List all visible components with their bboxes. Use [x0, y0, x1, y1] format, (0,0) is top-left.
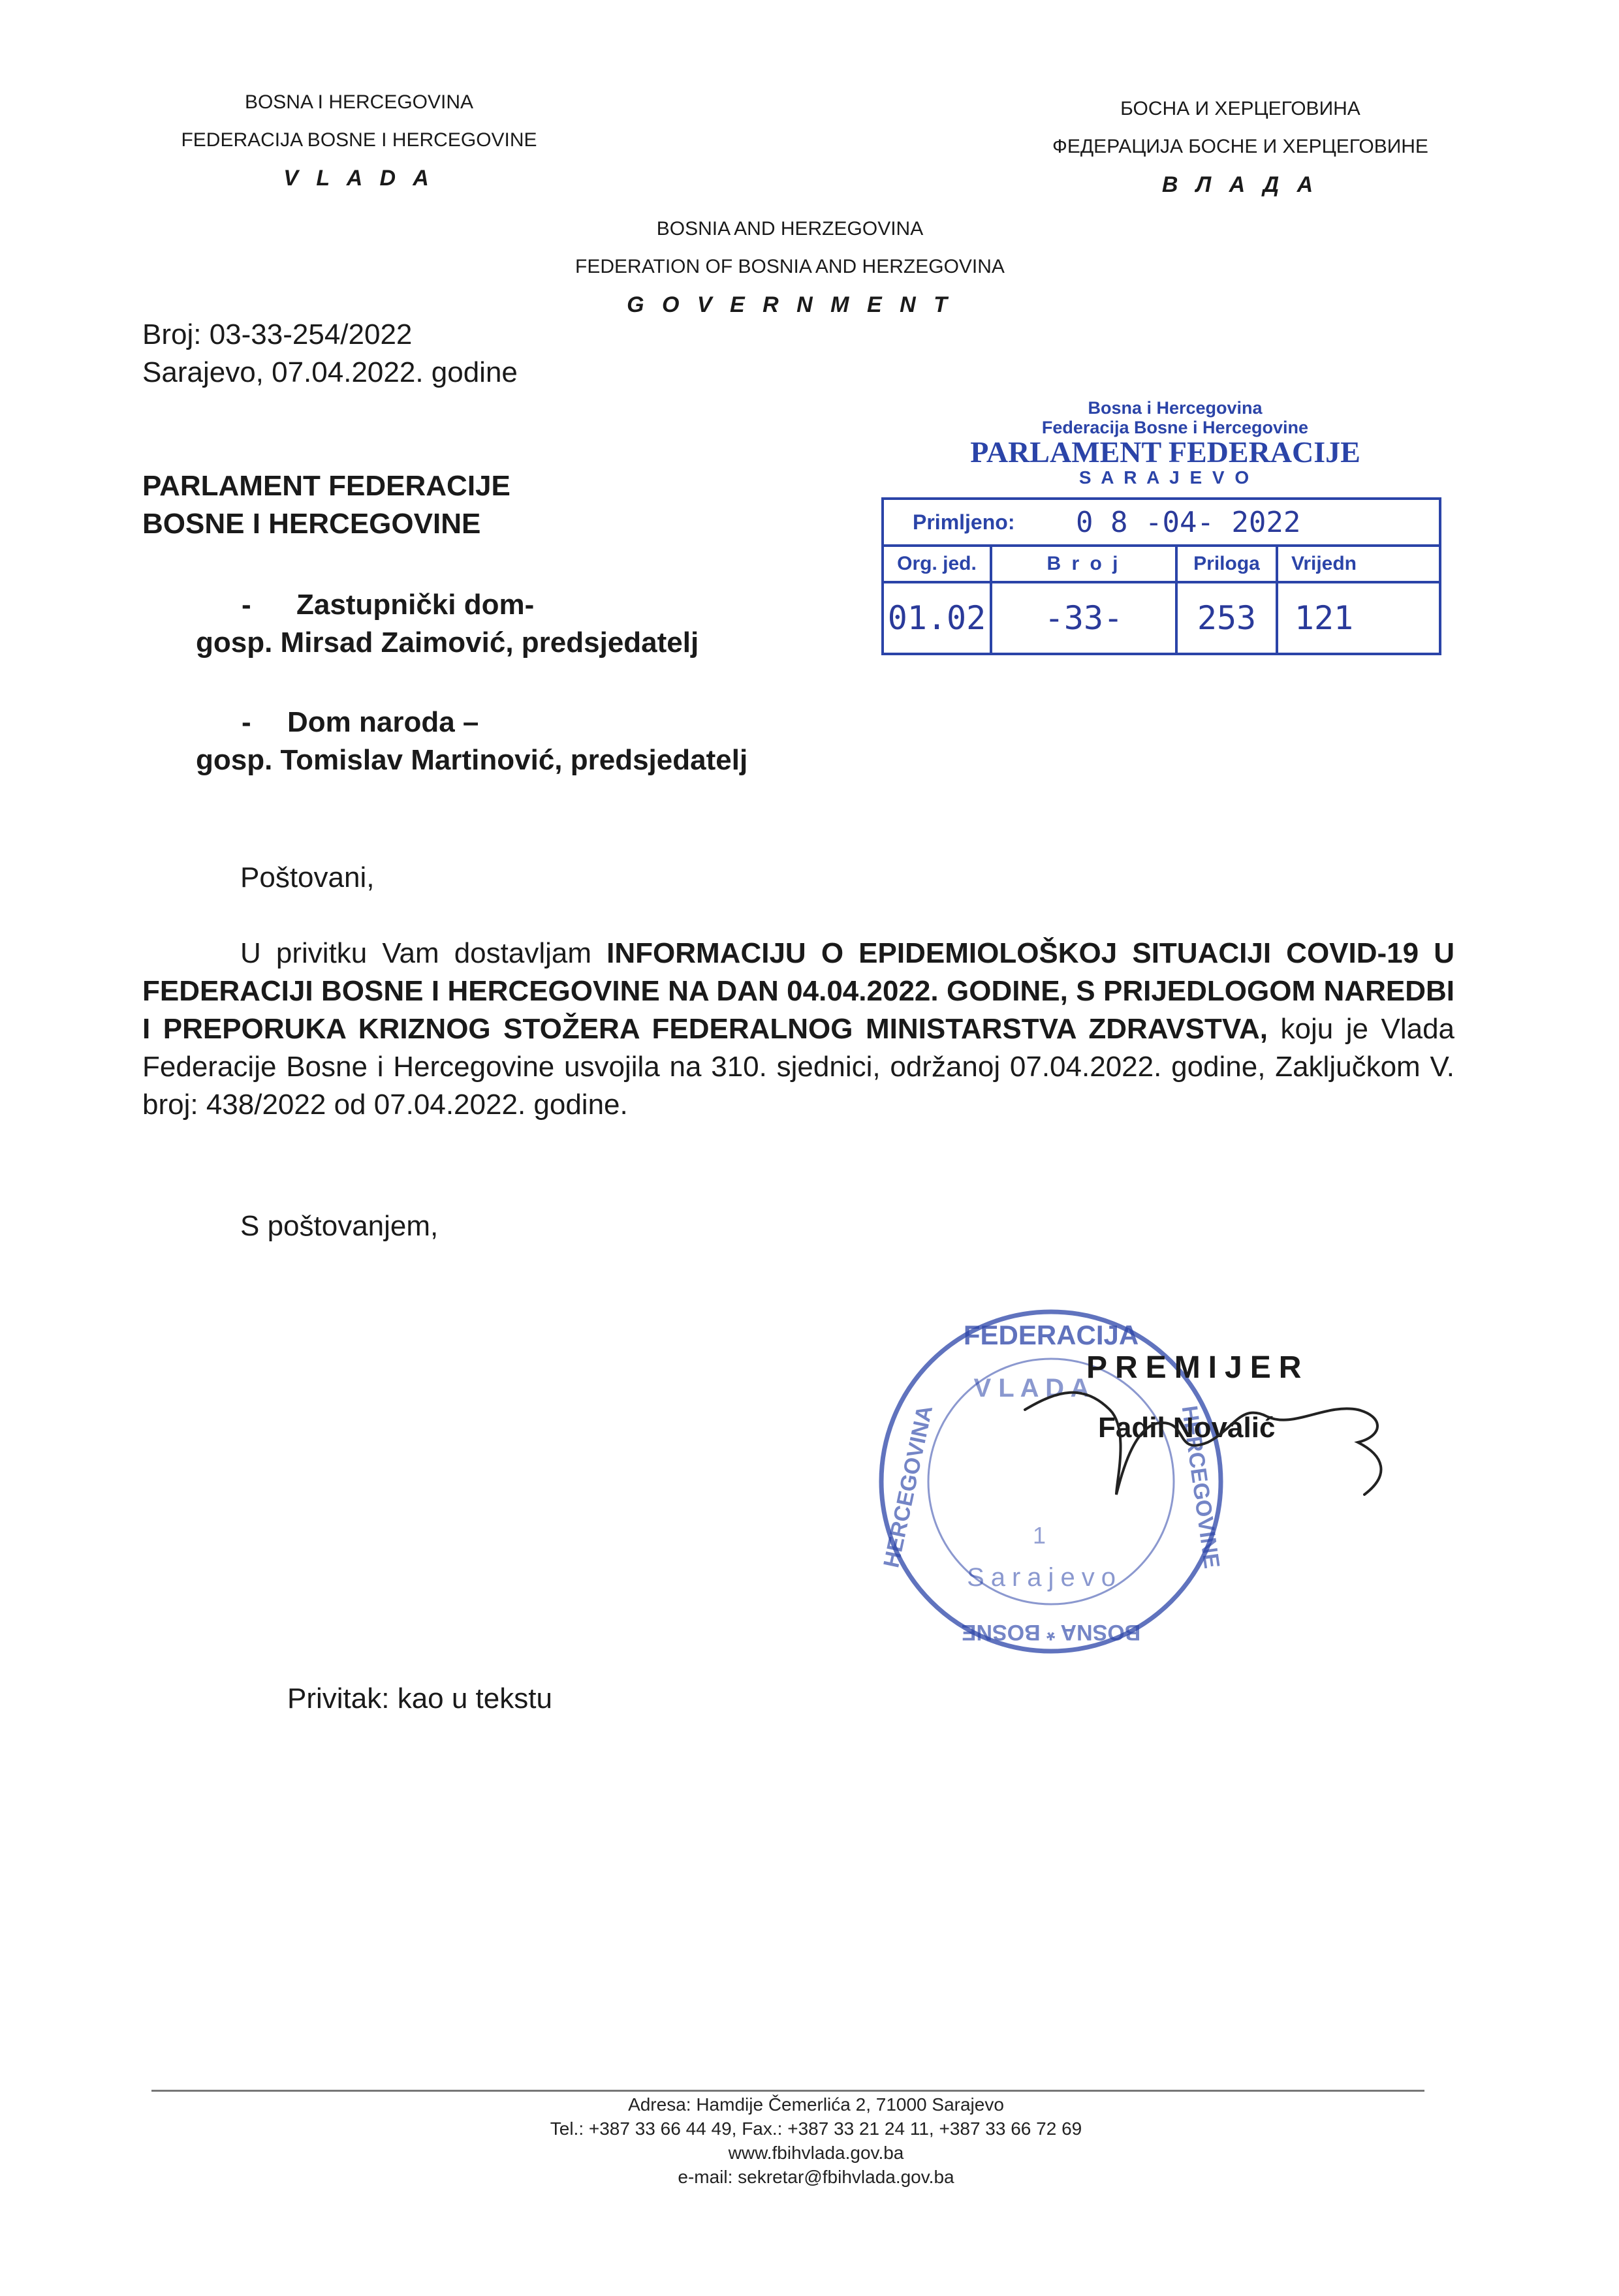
col-vrijednost-label: Vrijedn: [1291, 553, 1357, 574]
footer-phone: Tel.: +387 33 66 44 49, Fax.: +387 33 21 24 11, +387 33 66 72 69: [550, 2118, 1082, 2139]
footer-email[interactable]: e-mail: sekretar@fbihvlada.gov.ba: [678, 2167, 954, 2187]
header-right-federation: ФЕДЕРАЦИЈА БОСНЕ И ХЕРЦЕГОВИНЕ: [1052, 136, 1428, 157]
main-paragraph: [142, 935, 1454, 1124]
paragraph-bold: INFORMACIJU O EPIDEMIOLOŠKOJ SITUACIJI COVID-19 U FEDERACIJI BOSNE I HERCEGOVINE NA DAN 04.04.2022. GODINE, S PRIJEDLOGOM NAREDBI I PREPORUKA KRIZNOG STOŽERA FEDERALNOG MINISTARSTVA ZDRAVSTVA,: [142, 937, 1455, 1045]
greeting: Poštovani,: [240, 861, 375, 893]
header-center-government: G O V E R N M E N T: [627, 292, 953, 317]
footer-divider: [151, 2090, 1424, 2092]
paragraph-intro: U privitku Vam dostavljam: [240, 937, 607, 969]
col-priloga-label: Priloga: [1178, 547, 1278, 581]
header-right-country: БОСНА И ХЕРЦЕГОВИНА: [1120, 98, 1360, 119]
header-left-federation: FEDERACIJA BOSNE I HERCEGOVINE: [181, 129, 537, 151]
header-center: [522, 210, 1058, 324]
handwritten-signature: [1018, 1364, 1397, 1514]
recipient-line1: PARLAMENT FEDERACIJE: [142, 470, 511, 502]
col-broj-value: -33-: [992, 583, 1178, 653]
footer-address: Adresa: Hamdije Čemerlića 2, 71000 Sarajevo: [628, 2094, 1004, 2115]
bullet: -: [242, 706, 251, 738]
recipient-line2: BOSNE I HERCEGOVINE: [142, 508, 481, 540]
seal-number: 1: [1032, 1522, 1046, 1549]
receipt-stamp-line3: PARLAMENT FEDERACIJE: [970, 435, 1360, 469]
recipient-item-1-title: Zastupnički dom-: [296, 589, 535, 621]
received-date: 0 8 -04- 2022: [1076, 505, 1301, 539]
header-center-federation: FEDERATION OF BOSNIA AND HERZEGOVINA: [575, 256, 1005, 277]
signature-name: Fadil Novalić: [1098, 1412, 1276, 1444]
seal-text-right: HERCEGOVINE: [1176, 1404, 1225, 1570]
seal-text-bottom: BOSNA * BOSNE: [961, 1620, 1141, 1645]
received-value-row: [884, 583, 1439, 653]
receipt-stamp-line2: Federacija Bosne i Hercegovine: [1041, 418, 1309, 437]
seal-vlada: V L A D A: [973, 1374, 1090, 1403]
paragraph-rest: koju je Vlada Federacije Bosne i Hercegovine usvojila na 310. sjednici, održanoj 07.04.2022. godine, Zaključkom V. broj: 438/2022 od 07.04.2022. godine.: [142, 1013, 1455, 1121]
header-left-country: BOSNA I HERCEGOVINA: [244, 91, 474, 113]
received-row: [884, 500, 1439, 547]
reference-date: Sarajevo, 07.04.2022. godine: [142, 356, 518, 388]
signature-title: PREMIJER: [1086, 1350, 1310, 1385]
received-header-row: [884, 547, 1439, 583]
col-priloga-value: 253: [1178, 583, 1278, 653]
footer: [392, 2092, 1240, 2189]
recipient-item-1: [196, 586, 914, 662]
seal-text-top: FEDERACIJA: [963, 1320, 1139, 1350]
recipient-item-1-title-row: [196, 586, 914, 624]
header-left: [131, 84, 588, 197]
seal-city: Sarajevo: [967, 1563, 1122, 1592]
header-right: [1005, 90, 1475, 204]
seal-text-left: HERCEGOVINA: [879, 1403, 938, 1570]
receipt-stamp-line1: Bosna i Hercegovina: [1088, 398, 1263, 418]
recipient-item-2-person: gosp. Tomislav Martinović, predsjedatelj: [196, 744, 748, 776]
col-vrijednost-value: 121: [1294, 599, 1354, 637]
header-left-government: V L A D A: [283, 166, 435, 191]
reference-block: [142, 316, 599, 392]
received-label: Primljeno:: [913, 510, 1015, 534]
header-right-government: В Л А Д А: [1161, 172, 1319, 197]
col-broj-label: B r o j: [992, 547, 1178, 581]
recipient-item-1-person: gosp. Mirsad Zaimović, predsjedatelj: [196, 627, 699, 659]
footer-website[interactable]: www.fbihvlada.gov.ba: [728, 2143, 904, 2163]
header-center-country: BOSNIA AND HERZEGOVINA: [656, 218, 924, 240]
recipient-block: [142, 467, 860, 543]
recipient-item-2-title: Dom naroda –: [287, 706, 479, 738]
receipt-stamp-table: [881, 497, 1441, 655]
recipient-item-2: [196, 704, 914, 779]
receipt-stamp: [868, 398, 1443, 679]
col-org-label: Org. jed.: [884, 547, 992, 581]
reference-number: Broj: 03-33-254/2022: [142, 318, 413, 350]
recipient-item-2-title-row: [196, 704, 914, 741]
receipt-stamp-line4: S A R A J E V O: [1078, 467, 1252, 488]
bullet: -: [242, 589, 251, 621]
attachment-note: Privitak: kao u tekstu: [287, 1683, 552, 1714]
closing: S poštovanjem,: [240, 1210, 439, 1242]
col-org-value: 01.02: [884, 583, 992, 653]
